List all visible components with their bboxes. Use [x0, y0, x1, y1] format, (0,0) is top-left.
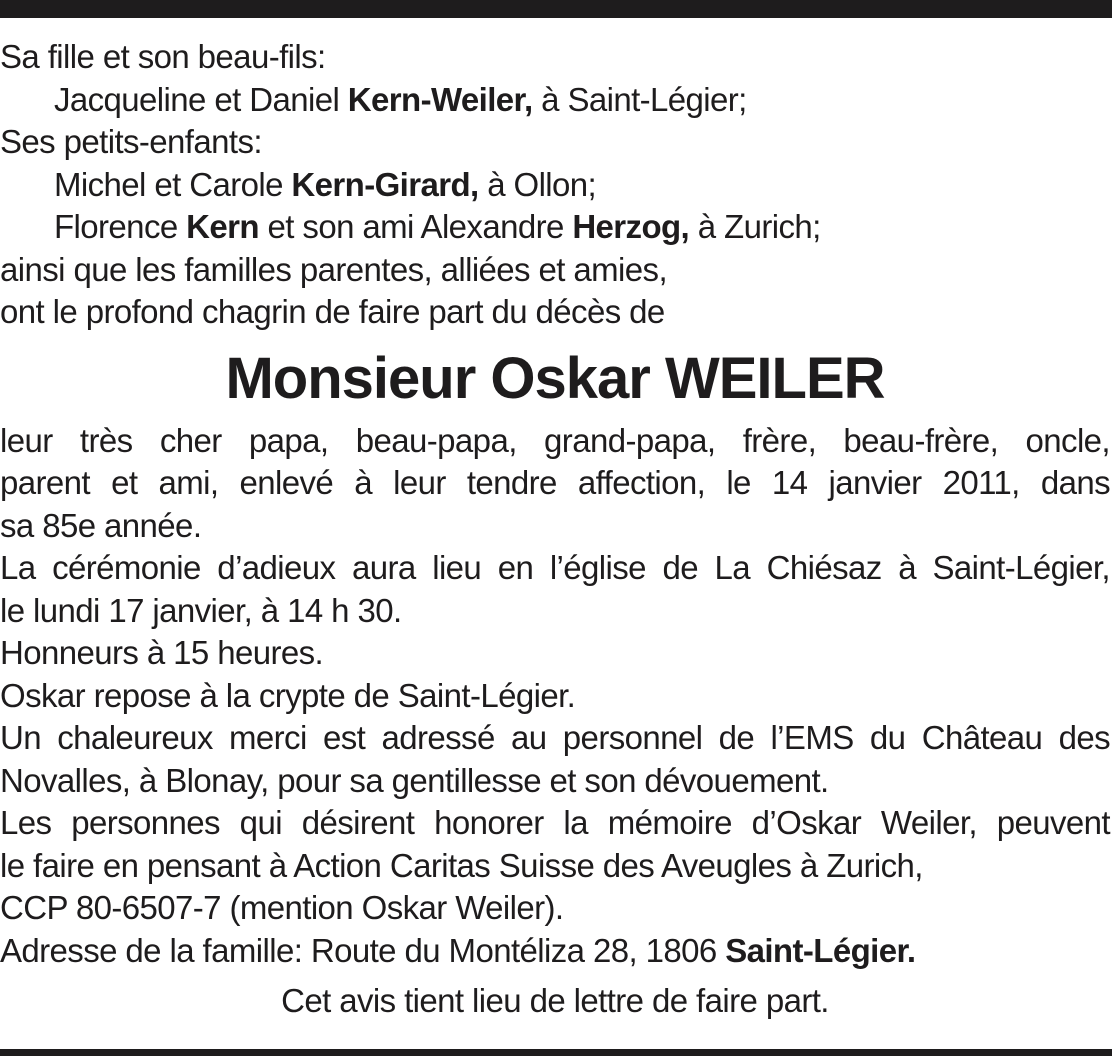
grandchild-2-partner-surname: Herzog, [572, 208, 690, 245]
closing-line: Cet avis tient lieu de lettre de faire part. [281, 982, 829, 1019]
tribute-line-1: leur très cher papa, beau-papa, grand-papa, frère, beau-frère, oncle, [0, 421, 1110, 459]
announce-line: ont le profond chagrin de faire part du décès de [0, 293, 665, 330]
thanks-line-1: Un chaleureux merci est adressé au personnel de l’EMS du Château des [0, 719, 1110, 756]
tribute-line-3: sa 85e année. [0, 506, 202, 544]
grandchild-2-name: Florence [54, 208, 178, 245]
daughter-heading: Sa fille et son beau-fils: [0, 38, 326, 75]
daughter-place: à Saint-Légier; [541, 80, 747, 118]
deceased-name-heading: Monsieur Oskar WEILER [225, 345, 885, 411]
family-address [0, 930, 1110, 973]
donation-line-3: CCP 80-6507-7 (mention Oskar Weiler). [0, 889, 564, 926]
grandchild-2-partner: et son ami Alexandre [267, 208, 564, 245]
thanks-line-2: Novalles, à Blonay, pour sa gentillesse et son dévouement. [0, 761, 829, 799]
obituary-notice [0, 36, 1110, 1023]
grandchild-entry-1 [0, 164, 1110, 207]
grandchild-1-place: à Ollon; [487, 165, 597, 203]
ceremony-line-1: La cérémonie d’adieux aura lieu en l’église de La Chiésaz à Saint-Légier, [0, 549, 1110, 586]
bottom-border-rule [0, 1049, 1112, 1056]
families-line: ainsi que les familles parentes, alliées et amies, [0, 250, 668, 288]
donation-line-2: le faire en pensant à Action Caritas Suisse des Aveugles à Zurich, [0, 846, 923, 884]
grandchild-2-place: à Zurich; [697, 208, 821, 245]
tribute-line-2: parent et ami, enlevé à leur tendre affection, le 14 janvier 2011, dans [0, 464, 1110, 501]
grandchild-entry-2 [0, 206, 1110, 249]
daughter-names: Jacqueline et Daniel [54, 80, 340, 118]
address-city: Saint-Légier. [725, 931, 916, 969]
rest-line: Oskar repose à la crypte de Saint-Légier. [0, 676, 576, 714]
daughter-surname: Kern-Weiler, [347, 80, 533, 118]
address-text: Adresse de la famille: Route du Montéliza 28, 1806 [0, 931, 717, 969]
ceremony-line-2: le lundi 17 janvier, à 14 h 30. [0, 591, 402, 629]
honours-line: Honneurs à 15 heures. [0, 634, 324, 671]
daughter-entry [0, 79, 1110, 122]
top-border-rule [0, 0, 1112, 18]
grandchild-2-surname: Kern [186, 208, 259, 245]
donation-line-1: Les personnes qui désirent honorer la mémoire d’Oskar Weiler, peuvent [0, 804, 1110, 841]
grandchildren-heading: Ses petits-enfants: [0, 123, 262, 160]
grandchild-1-surname: Kern-Girard, [291, 165, 479, 203]
grandchild-1-names: Michel et Carole [54, 165, 283, 203]
